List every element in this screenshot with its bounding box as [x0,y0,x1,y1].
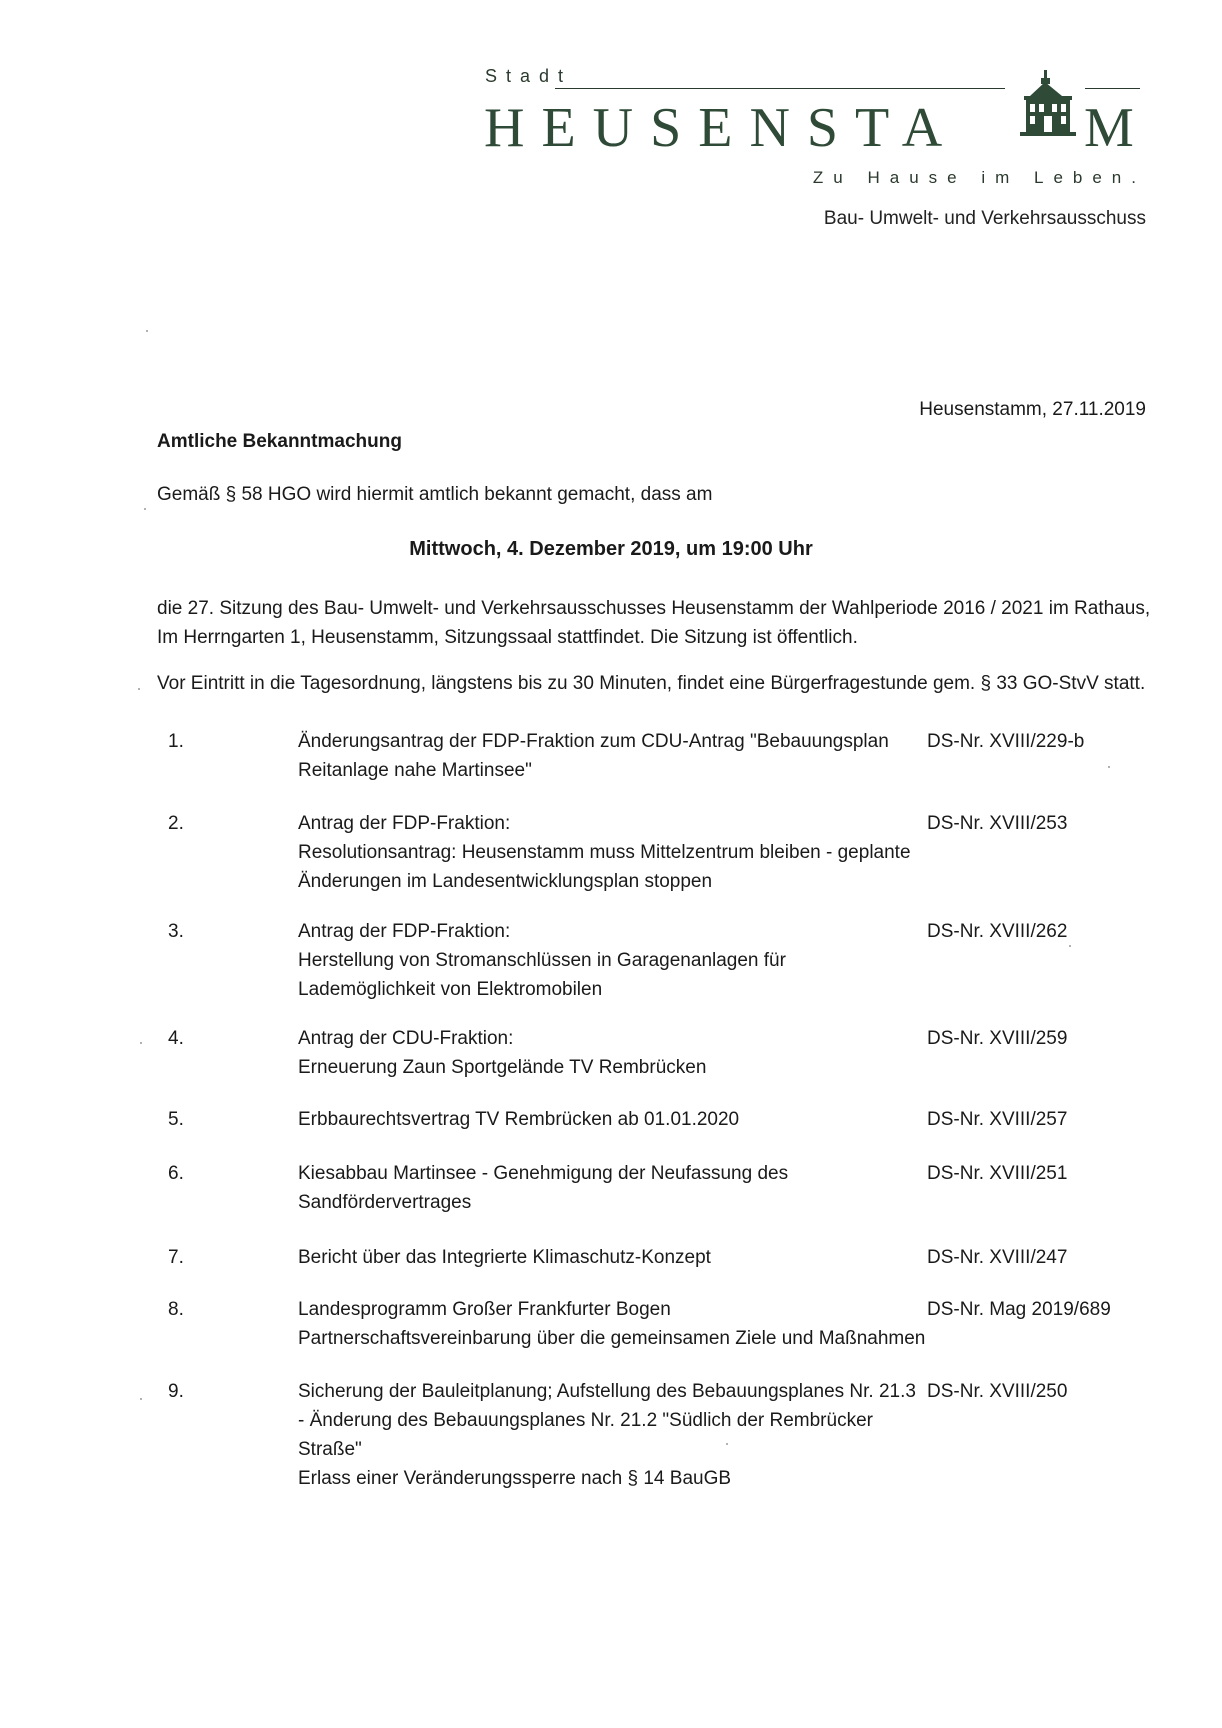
agenda-item-reference: DS-Nr. XVIII/250 [927,1381,1068,1402]
agenda-item-number: 8. [168,1299,184,1320]
agenda-item-text [298,1295,928,1353]
agenda-item-number: 7. [168,1247,184,1268]
agenda-item-line: Kiesabbau Martinsee - Genehmigung der Neufassung des [298,1163,789,1184]
agenda-item-number: 6. [168,1163,184,1184]
agenda-item-reference: DS-Nr. XVIII/251 [927,1163,1068,1184]
scan-speck [146,330,148,332]
meeting-date: Mittwoch, 4. Dezember 2019, um 19:00 Uhr [409,538,813,560]
agenda-item-number: 4. [168,1028,184,1049]
agenda-item-number: 9. [168,1381,184,1402]
agenda-item-text [298,1377,928,1493]
agenda-item-line: Erlass einer Veränderungssperre nach § 14 BauGB [298,1468,732,1489]
agenda-item-reference: DS-Nr. XVIII/253 [927,813,1068,834]
agenda-item-text [298,809,928,896]
agenda-item-text [298,1024,928,1082]
agenda-item-line: Antrag der CDU-Fraktion: [298,1028,514,1049]
scan-speck [140,1042,142,1044]
scan-speck [144,508,146,510]
agenda-item-text [298,1243,928,1272]
scan-speck [138,688,140,690]
logo-city-name-end: M [1084,97,1134,159]
agenda-item-line: Erneuerung Zaun Sportgelände TV Rembrücken [298,1057,707,1078]
agenda-item-text [298,727,928,785]
agenda-item-line: Lademöglichkeit von Elektromobilen [298,979,603,1000]
agenda-item-line: Änderungen im Landesentwicklungsplan stoppen [298,871,713,892]
agenda-item-reference: DS-Nr. XVIII/259 [927,1028,1068,1049]
agenda-item-line: Sicherung der Bauleitplanung; Aufstellung des Bebauungsplanes Nr. 21.3 [298,1381,916,1402]
agenda-item-line: - Änderung des Bebauungsplanes Nr. 21.2 "Südlich der Rembrücker [298,1410,873,1431]
agenda-item-line: Resolutionsantrag: Heusenstamm muss Mittelzentrum bleiben - geplante [298,842,911,863]
castle-icon [1018,70,1078,151]
meeting-paragraph [157,594,1151,652]
agenda-item-text [298,917,928,1004]
agenda-item-number: 3. [168,921,184,942]
agenda-item-line: Straße" [298,1439,362,1460]
agenda-item-line: Landesprogramm Großer Frankfurter Bogen [298,1299,671,1320]
logo-city-name: HEUSENSTA [484,97,960,159]
agenda-item-line: Bericht über das Integrierte Klimaschutz-Konzept [298,1247,711,1268]
logo-tagline: Zu Hause im Leben. [812,168,1146,187]
agenda-item-number: 5. [168,1109,184,1130]
logo-rule-right [1085,88,1140,89]
citizen-question-paragraph: Vor Eintritt in die Tagesordnung, längstens bis zu 30 Minuten, findet eine Bürgerfragestunde gem. § 33 GO-StvV statt. [157,673,1146,694]
agenda-item-line: Partnerschaftsvereinbarung über die gemeinsamen Ziele und Maßnahmen [298,1328,926,1349]
agenda-item-reference: DS-Nr. XVIII/229-b [927,731,1085,752]
agenda-item-line: Änderungsantrag der FDP-Fraktion zum CDU-Antrag "Bebauungsplan [298,731,889,752]
agenda-item-reference: DS-Nr. XVIII/257 [927,1109,1068,1130]
logo-rule [555,88,1005,89]
notice-intro: Gemäß § 58 HGO wird hiermit amtlich bekannt gemacht, dass am [157,484,713,505]
agenda-item-number: 2. [168,813,184,834]
agenda-item-reference: DS-Nr. Mag 2019/689 [927,1299,1111,1320]
agenda-item-line: Antrag der FDP-Fraktion: [298,813,511,834]
agenda-item-line: Erbbaurechtsvertrag TV Rembrücken ab 01.01.2020 [298,1109,740,1130]
agenda-item-reference: DS-Nr. XVIII/247 [927,1247,1068,1268]
scan-speck [140,1398,142,1400]
agenda-item-number: 1. [168,731,184,752]
scan-speck [1108,766,1110,768]
agenda-item-line: Antrag der FDP-Fraktion: [298,921,511,942]
meeting-paragraph-line: die 27. Sitzung des Bau- Umwelt- und Verkehrsausschusses Heusenstamm der Wahlperiode 2016 / 2021 im Rathaus, [157,598,1151,619]
agenda-item-line: Herstellung von Stromanschlüssen in Garagenanlagen für [298,950,786,971]
logo-stadt-text: Stadt [485,66,573,86]
notice-title: Amtliche Bekanntmachung [157,431,402,452]
meeting-paragraph-line: Im Herrngarten 1, Heusenstamm, Sitzungssaal stattfindet. Die Sitzung ist öffentlich. [157,627,858,648]
scan-speck [1069,945,1071,947]
scan-speck [726,1443,728,1445]
agenda-item-text [298,1105,928,1134]
agenda-item-text [298,1159,928,1217]
agenda-item-line: Reitanlage nahe Martinsee" [298,760,532,781]
committee-name: Bau- Umwelt- und Verkehrsausschuss [823,208,1146,229]
agenda-item-reference: DS-Nr. XVIII/262 [927,921,1068,942]
place-date: Heusenstamm, 27.11.2019 [919,399,1146,420]
agenda-item-line: Sandfördervertrages [298,1192,472,1213]
